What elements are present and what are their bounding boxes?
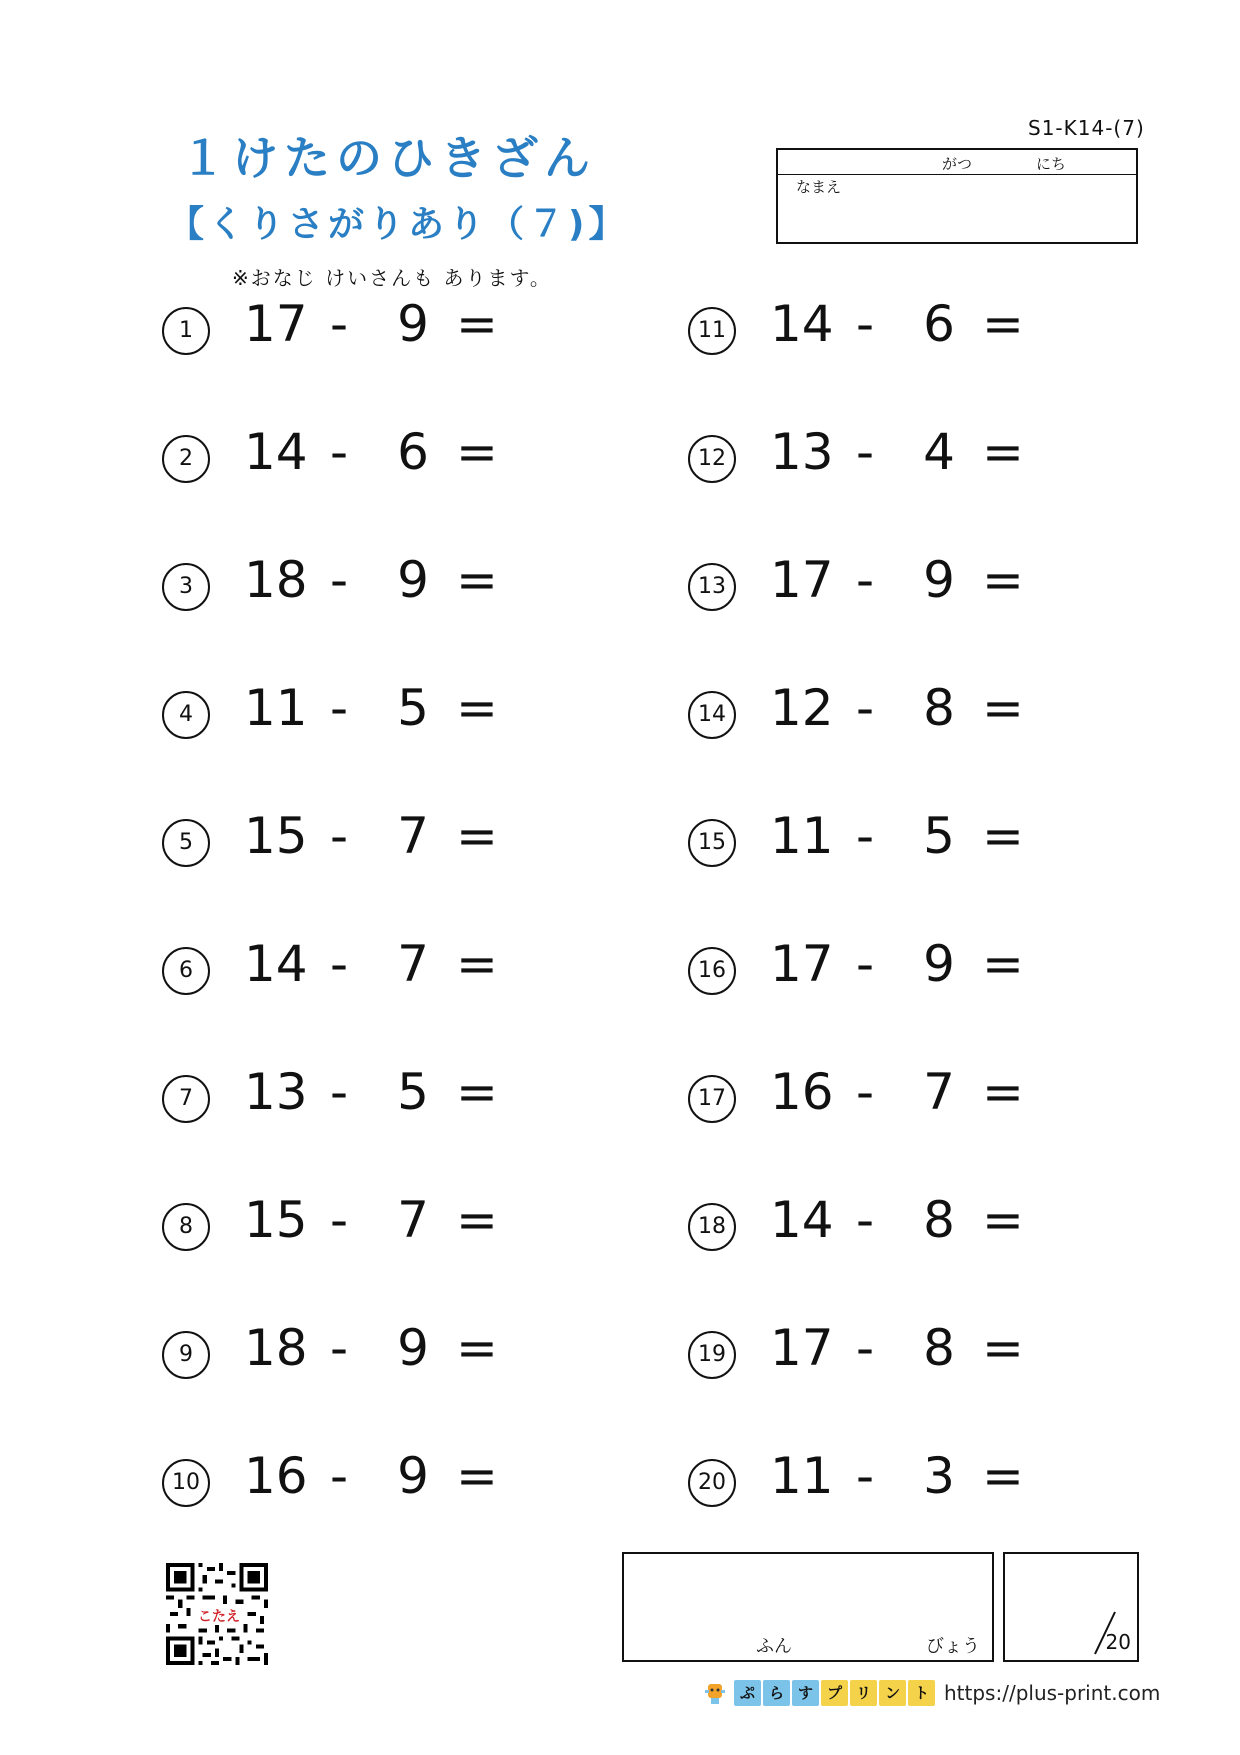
minuend: 11 <box>770 1447 834 1505</box>
subtrahend: 9 <box>397 551 429 609</box>
day-label: にち <box>1036 155 1067 173</box>
minus-sign: - <box>330 295 349 353</box>
minuend: 17 <box>770 1319 834 1377</box>
problem-number: 7 <box>162 1075 210 1123</box>
equals-sign: = <box>456 935 498 993</box>
minus-sign: - <box>330 1063 349 1121</box>
subtrahend: 8 <box>923 1319 955 1377</box>
minuend: 13 <box>244 1063 308 1121</box>
subtrahend: 8 <box>923 679 955 737</box>
time-box[interactable] <box>622 1552 994 1662</box>
subtrahend: 9 <box>397 1447 429 1505</box>
problem-number: 3 <box>162 563 210 611</box>
subtrahend: 5 <box>397 679 429 737</box>
equals-sign: = <box>456 423 498 481</box>
minus-sign: - <box>330 1447 349 1505</box>
brand-char: ン <box>879 1680 906 1706</box>
page-title: １けたのひきざん <box>180 131 596 185</box>
minus-sign: - <box>856 551 875 609</box>
mascot-icon <box>702 1680 728 1706</box>
equals-sign: = <box>456 551 498 609</box>
score-box[interactable] <box>1003 1552 1139 1662</box>
note-text: ※おなじ けいさんも あります。 <box>232 266 552 290</box>
equals-sign: = <box>982 1447 1024 1505</box>
brand-char: プ <box>821 1680 848 1706</box>
problem-number: 18 <box>688 1203 736 1251</box>
subtrahend: 9 <box>923 935 955 993</box>
score-total: 20 <box>1105 1630 1131 1654</box>
minus-sign: - <box>330 935 349 993</box>
problem-number: 12 <box>688 435 736 483</box>
minuend: 18 <box>244 551 308 609</box>
minus-sign: - <box>330 679 349 737</box>
minuend: 13 <box>770 423 834 481</box>
minus-sign: - <box>856 679 875 737</box>
problem-number: 14 <box>688 691 736 739</box>
problem-number: 11 <box>688 307 736 355</box>
subtrahend: 7 <box>397 1191 429 1249</box>
brand-char: す <box>792 1680 819 1706</box>
site-url-link[interactable]: https://plus-print.com <box>944 1681 1161 1705</box>
minuend: 15 <box>244 807 308 865</box>
subtrahend: 7 <box>397 935 429 993</box>
subtrahend: 9 <box>397 295 429 353</box>
minuend: 11 <box>244 679 308 737</box>
subtrahend: 7 <box>923 1063 955 1121</box>
minutes-label: ふん <box>756 1636 792 1657</box>
seconds-label: びょう <box>926 1636 980 1657</box>
minuend: 16 <box>770 1063 834 1121</box>
brand-char: ら <box>763 1680 790 1706</box>
problem-number: 6 <box>162 947 210 995</box>
minus-sign: - <box>330 423 349 481</box>
name-date-box[interactable] <box>776 148 1138 244</box>
equals-sign: = <box>456 1319 498 1377</box>
equals-sign: = <box>456 1447 498 1505</box>
problem-number: 9 <box>162 1331 210 1379</box>
equals-sign: = <box>982 423 1024 481</box>
equals-sign: = <box>982 1063 1024 1121</box>
problem-number: 2 <box>162 435 210 483</box>
equals-sign: = <box>456 1191 498 1249</box>
equals-sign: = <box>982 295 1024 353</box>
minuend: 12 <box>770 679 834 737</box>
minus-sign: - <box>856 295 875 353</box>
brand-char: ぷ <box>734 1680 761 1706</box>
minuend: 17 <box>770 551 834 609</box>
minuend: 17 <box>770 935 834 993</box>
problem-number: 8 <box>162 1203 210 1251</box>
minuend: 14 <box>244 423 308 481</box>
name-label: なまえ <box>796 178 842 196</box>
subtrahend: 5 <box>397 1063 429 1121</box>
brand-char: ト <box>908 1680 935 1706</box>
problem-number: 4 <box>162 691 210 739</box>
equals-sign: = <box>982 551 1024 609</box>
minuend: 18 <box>244 1319 308 1377</box>
equals-sign: = <box>982 1191 1024 1249</box>
minus-sign: - <box>856 1063 875 1121</box>
month-label: がつ <box>942 155 973 173</box>
minus-sign: - <box>330 551 349 609</box>
minuend: 14 <box>244 935 308 993</box>
equals-sign: = <box>456 1063 498 1121</box>
subtrahend: 5 <box>923 807 955 865</box>
equals-sign: = <box>456 807 498 865</box>
subtrahend: 6 <box>397 423 429 481</box>
brand-char: リ <box>850 1680 877 1706</box>
minuend: 15 <box>244 1191 308 1249</box>
date-row[interactable] <box>778 150 1136 175</box>
equals-sign: = <box>982 679 1024 737</box>
brand-logo <box>702 1678 937 1708</box>
minus-sign: - <box>856 1191 875 1249</box>
minus-sign: - <box>856 935 875 993</box>
minuend: 14 <box>770 295 834 353</box>
minus-sign: - <box>330 1319 349 1377</box>
problem-number: 17 <box>688 1075 736 1123</box>
minuend: 17 <box>244 295 308 353</box>
minus-sign: - <box>330 1191 349 1249</box>
problem-number: 1 <box>162 307 210 355</box>
equals-sign: = <box>456 679 498 737</box>
page-subtitle: 【くりさがりあり（７)】 <box>168 204 629 245</box>
subtrahend: 9 <box>397 1319 429 1377</box>
worksheet-code: S1-K14-(7) <box>1028 116 1145 140</box>
problem-number: 16 <box>688 947 736 995</box>
subtrahend: 6 <box>923 295 955 353</box>
subtrahend: 3 <box>923 1447 955 1505</box>
minus-sign: - <box>856 423 875 481</box>
minus-sign: - <box>856 1319 875 1377</box>
subtrahend: 7 <box>397 807 429 865</box>
problem-number: 10 <box>162 1459 210 1507</box>
minus-sign: - <box>856 807 875 865</box>
problem-number: 5 <box>162 819 210 867</box>
equals-sign: = <box>982 807 1024 865</box>
minuend: 11 <box>770 807 834 865</box>
subtrahend: 8 <box>923 1191 955 1249</box>
equals-sign: = <box>982 1319 1024 1377</box>
minuend: 14 <box>770 1191 834 1249</box>
minus-sign: - <box>856 1447 875 1505</box>
answer-qr-label: こたえ <box>195 1609 243 1625</box>
equals-sign: = <box>456 295 498 353</box>
problem-number: 15 <box>688 819 736 867</box>
minuend: 16 <box>244 1447 308 1505</box>
subtrahend: 9 <box>923 551 955 609</box>
problem-number: 20 <box>688 1459 736 1507</box>
equals-sign: = <box>982 935 1024 993</box>
problem-number: 19 <box>688 1331 736 1379</box>
minus-sign: - <box>330 807 349 865</box>
problem-number: 13 <box>688 563 736 611</box>
subtrahend: 4 <box>923 423 955 481</box>
